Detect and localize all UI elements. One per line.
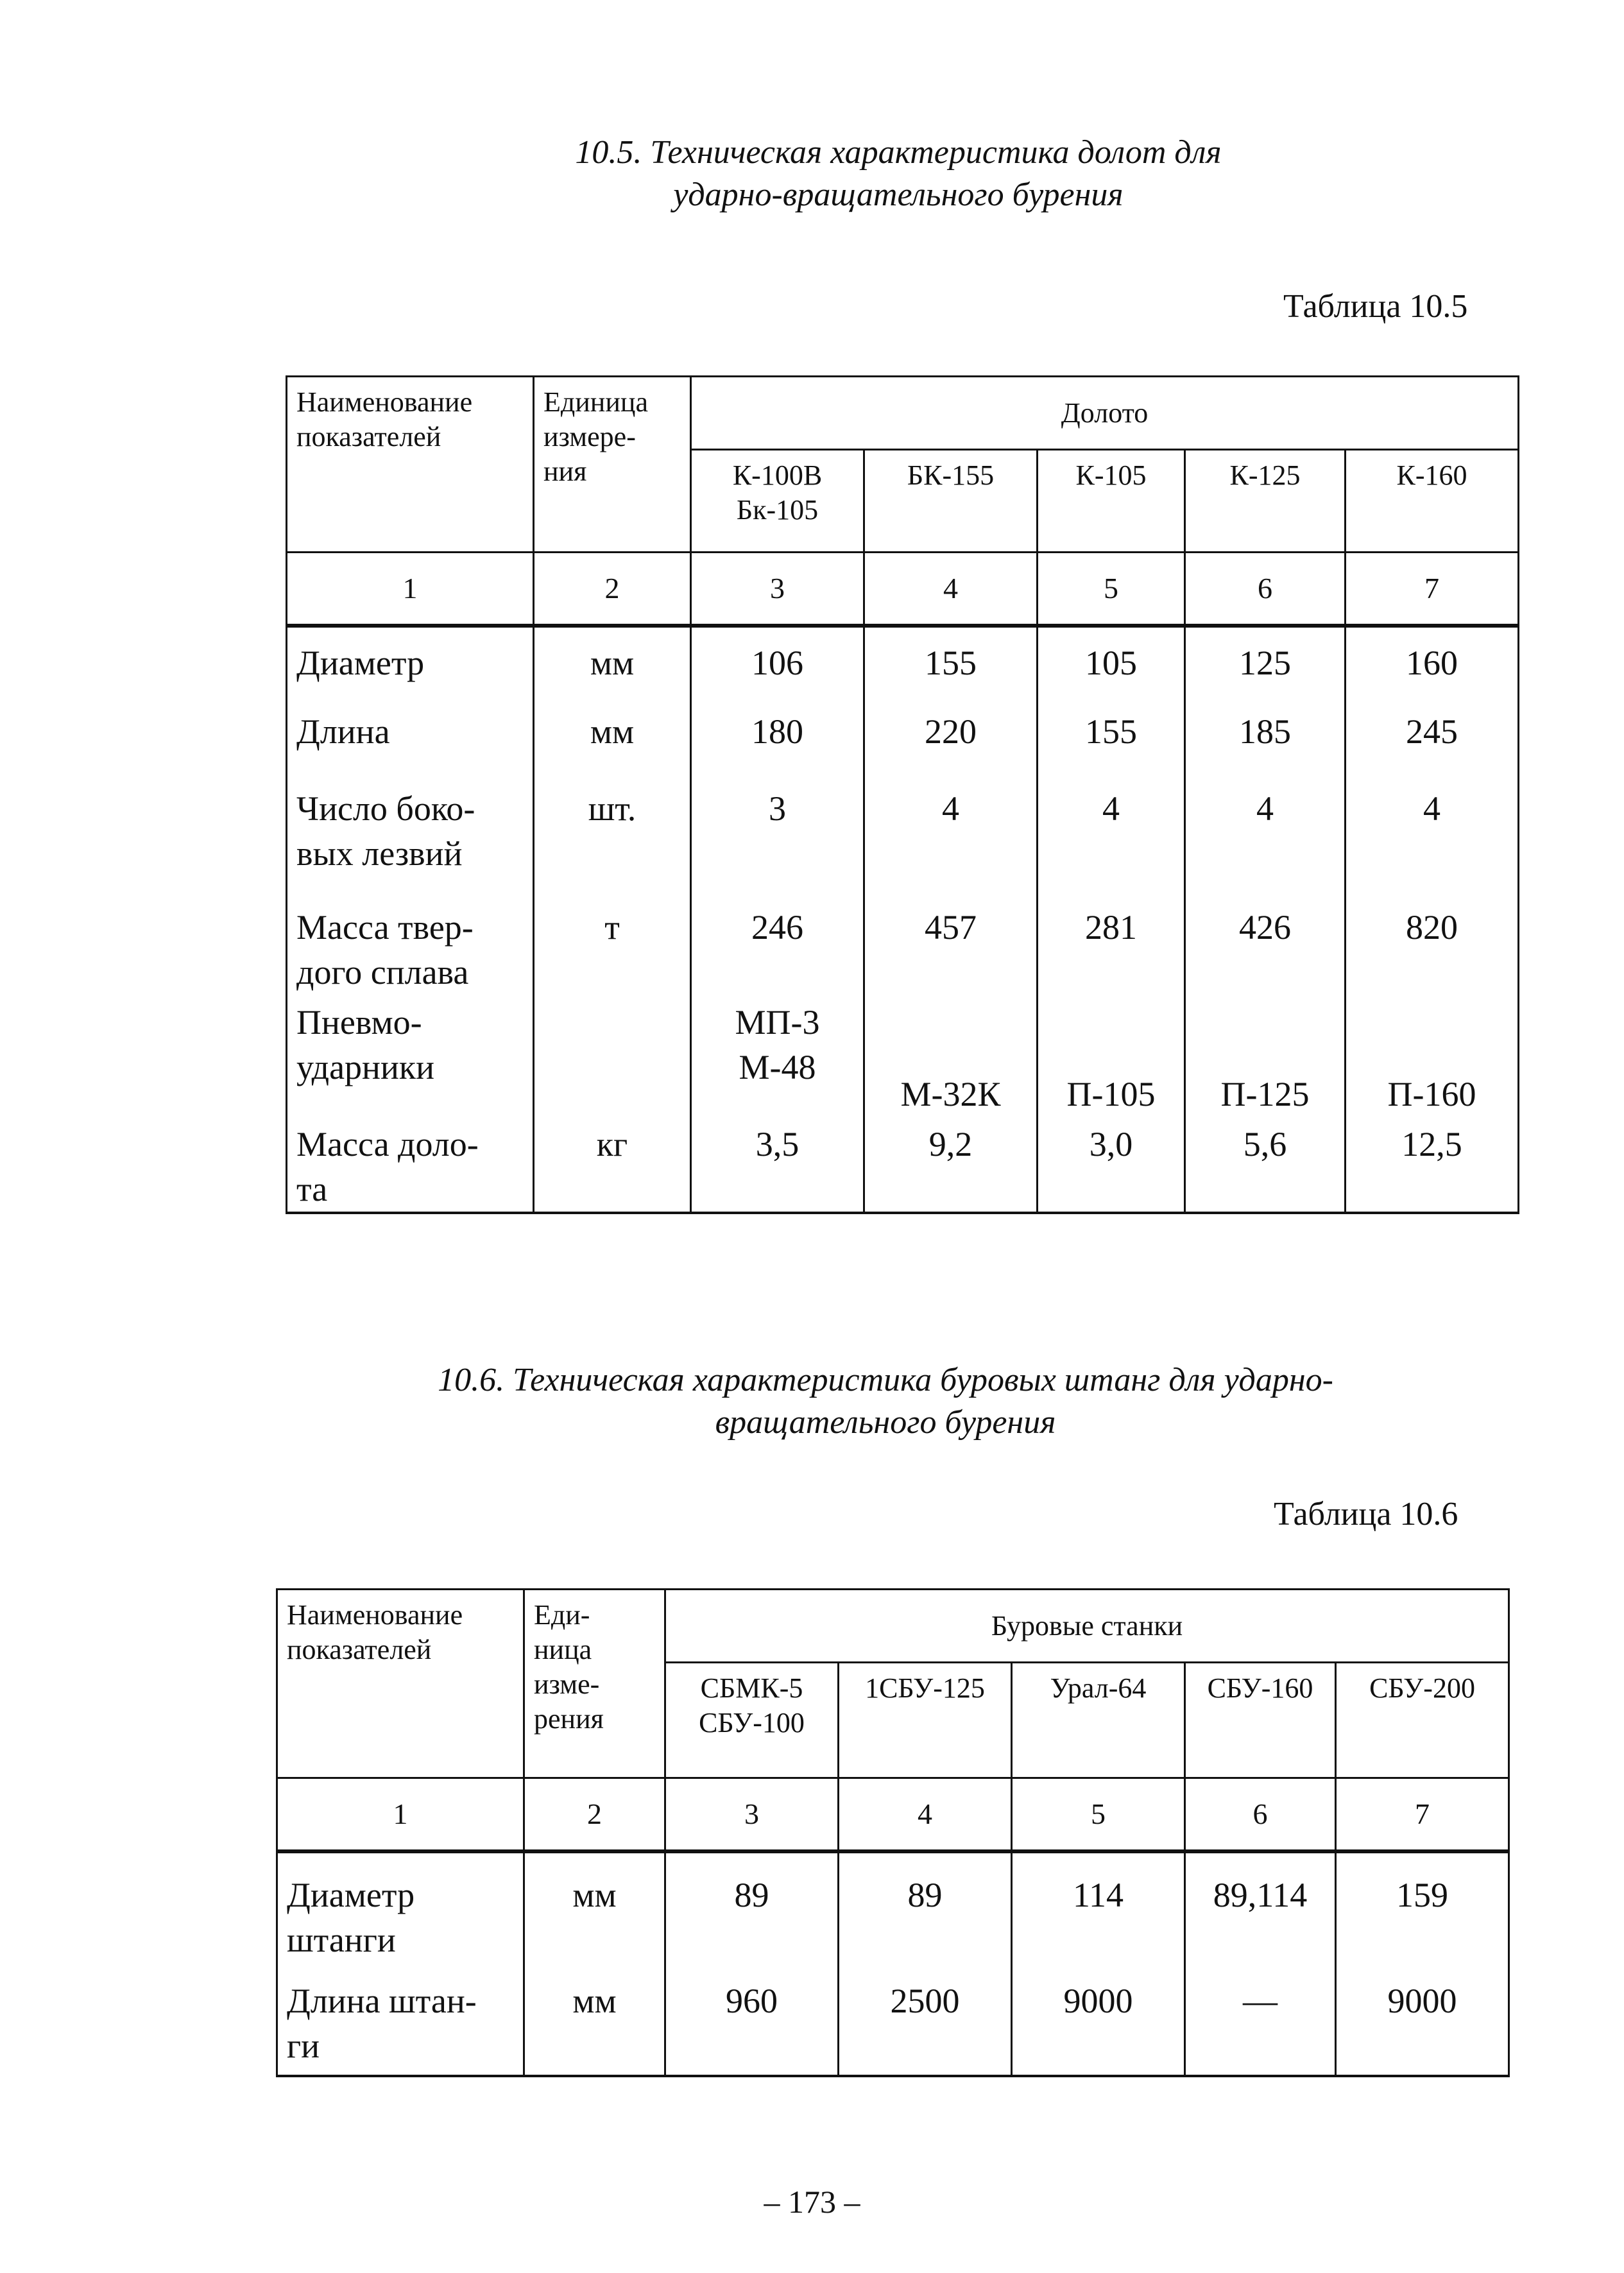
header-model: Урал-64	[1012, 1663, 1185, 1778]
column-number: 6	[1185, 1778, 1336, 1852]
header-model: К-160	[1346, 450, 1519, 553]
table-cell: 155	[1038, 704, 1185, 781]
row-unit: кг	[534, 1117, 691, 1213]
table-cell: 89	[665, 1851, 839, 1973]
row-label: Число боко- вых лезвий	[287, 781, 534, 900]
table-row	[287, 900, 1519, 995]
table-cell: 9000	[1012, 1973, 1185, 2076]
table-cell: 89	[839, 1851, 1012, 1973]
table-cell: 180	[691, 704, 864, 781]
header-group-bits: Долото	[691, 377, 1519, 450]
column-number: 2	[534, 553, 691, 626]
row-label: Пневмо- ударники	[287, 995, 534, 1117]
row-unit: шт.	[534, 781, 691, 900]
table-row	[287, 995, 1519, 1117]
table-cell: П-125	[1185, 995, 1346, 1117]
header-group-rigs: Буровые станки	[665, 1590, 1509, 1663]
table-10-6	[276, 1588, 1510, 2077]
header-model: 1СБУ-125	[839, 1663, 1012, 1778]
heading-line: 10.5. Техническая характеристика долот для	[575, 134, 1222, 171]
table-cell: 457	[864, 900, 1038, 995]
column-number: 7	[1346, 553, 1519, 626]
table-cell: 9,2	[864, 1117, 1038, 1213]
heading-line: 10.6. Техническая характеристика буровых штанг для ударно-	[438, 1362, 1333, 1398]
table-cell: 159	[1336, 1851, 1509, 1973]
table-cell: 4	[864, 781, 1038, 900]
row-label: Масса твер- дого сплава	[287, 900, 534, 995]
column-number: 4	[864, 553, 1038, 626]
table-cell: 114	[1012, 1851, 1185, 1973]
column-number: 3	[665, 1778, 839, 1852]
table-cell: 2500	[839, 1973, 1012, 2076]
table-row	[287, 1117, 1519, 1213]
header-model: К-105	[1038, 450, 1185, 553]
row-unit: мм	[534, 704, 691, 781]
column-number: 1	[277, 1778, 524, 1852]
table-cell: 5,6	[1185, 1117, 1346, 1213]
table-cell: 3	[691, 781, 864, 900]
table-cell: 4	[1346, 781, 1519, 900]
column-number: 3	[691, 553, 864, 626]
row-unit: т	[534, 900, 691, 995]
table-cell: 9000	[1336, 1973, 1509, 2076]
table-cell: 245	[1346, 704, 1519, 781]
row-label: Длина	[287, 704, 534, 781]
header-model: К-100В Бк-105	[691, 450, 864, 553]
table-cell: 105	[1038, 626, 1185, 704]
header-indicator-name: Наименование показателей	[287, 377, 534, 553]
table-10-5-caption: Таблица 10.5	[1283, 288, 1468, 325]
header-model: СБМК-5 СБУ-100	[665, 1663, 839, 1778]
row-unit: мм	[524, 1973, 665, 2076]
table-cell: 426	[1185, 900, 1346, 995]
table-cell: М-32К	[864, 995, 1038, 1117]
table-cell: 125	[1185, 626, 1346, 704]
column-number: 2	[524, 1778, 665, 1852]
column-number: 5	[1038, 553, 1185, 626]
row-label: Масса доло- та	[287, 1117, 534, 1213]
column-number: 1	[287, 553, 534, 626]
table-cell: 820	[1346, 900, 1519, 995]
header-model: БК-155	[864, 450, 1038, 553]
row-label: Диаметр	[287, 626, 534, 704]
table-row	[277, 1973, 1509, 2076]
table-cell: 3,0	[1038, 1117, 1185, 1213]
header-indicator-name: Наименование показателей	[277, 1590, 524, 1778]
row-unit: мм	[534, 626, 691, 704]
table-row	[277, 1851, 1509, 1973]
page-number: – 173 –	[764, 2184, 860, 2220]
header-unit: Единица измере- ния	[534, 377, 691, 553]
header-unit: Еди- ница изме- рения	[524, 1590, 665, 1778]
table-row	[287, 626, 1519, 704]
column-number: 6	[1185, 553, 1346, 626]
table-cell: 12,5	[1346, 1117, 1519, 1213]
table-cell: 960	[665, 1973, 839, 2076]
row-label: Диаметр штанги	[277, 1851, 524, 1973]
heading-line: ударно-вращательного бурения	[673, 176, 1124, 213]
column-number: 4	[839, 1778, 1012, 1852]
table-cell: П-105	[1038, 995, 1185, 1117]
column-number: 7	[1336, 1778, 1509, 1852]
table-10-6-caption: Таблица 10.6	[1274, 1496, 1458, 1532]
column-number: 5	[1012, 1778, 1185, 1852]
table-row	[287, 704, 1519, 781]
section-10-5-heading	[385, 132, 1412, 216]
table-cell: 89,114	[1185, 1851, 1336, 1973]
table-cell: 4	[1038, 781, 1185, 900]
table-cell: 220	[864, 704, 1038, 781]
row-unit: мм	[524, 1851, 665, 1973]
table-cell: 246	[691, 900, 864, 995]
table-cell: П-160	[1346, 995, 1519, 1117]
table-cell: 281	[1038, 900, 1185, 995]
table-row	[287, 781, 1519, 900]
heading-line: вращательного бурения	[715, 1404, 1056, 1441]
section-10-6-heading	[244, 1359, 1527, 1444]
table-cell: —	[1185, 1973, 1336, 2076]
header-model: СБУ-200	[1336, 1663, 1509, 1778]
table-cell: 185	[1185, 704, 1346, 781]
row-unit	[534, 995, 691, 1117]
table-cell: 4	[1185, 781, 1346, 900]
header-model: К-125	[1185, 450, 1346, 553]
table-cell: МП-3 М-48	[691, 995, 864, 1117]
table-10-5	[286, 375, 1519, 1214]
row-label: Длина штан- ги	[277, 1973, 524, 2076]
table-cell: 106	[691, 626, 864, 704]
table-cell: 3,5	[691, 1117, 864, 1213]
header-model: СБУ-160	[1185, 1663, 1336, 1778]
table-cell: 155	[864, 626, 1038, 704]
table-cell: 160	[1346, 626, 1519, 704]
